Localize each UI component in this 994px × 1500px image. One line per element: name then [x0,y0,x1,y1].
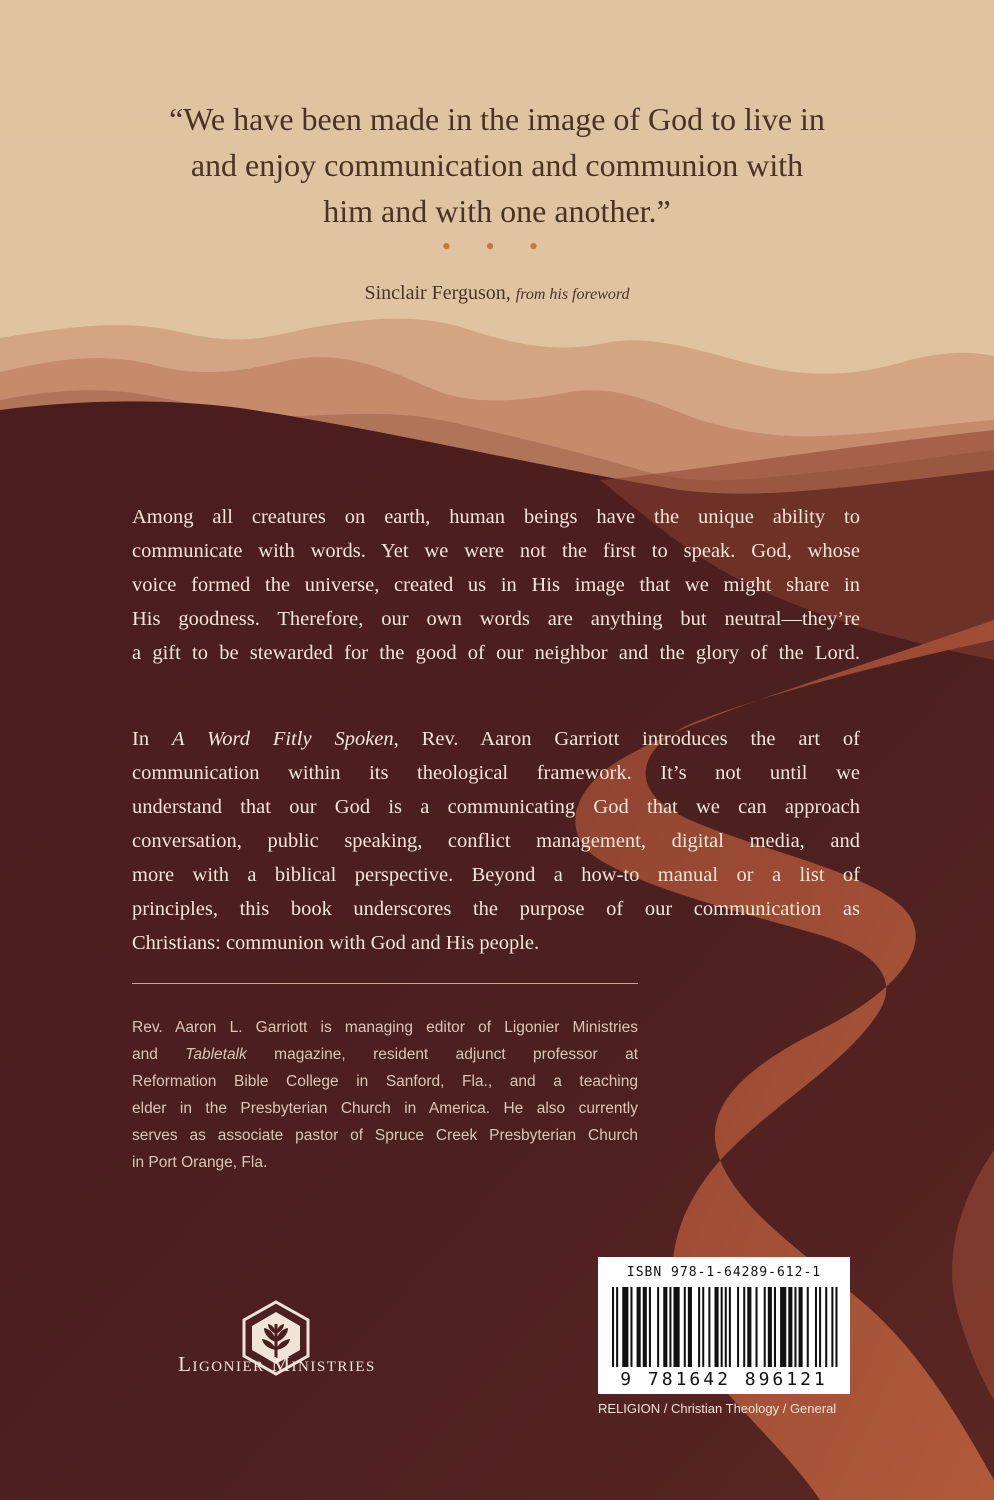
barcode-bar [807,1287,809,1367]
isbn-barcode [598,1257,850,1394]
isbn-digits: 9 781642 896121 [620,1369,828,1390]
barcode-bar [616,1287,618,1367]
barcode-bar [799,1287,803,1367]
barcode-bar [725,1287,727,1367]
barcode-bar [698,1287,700,1367]
bio-line: elder in the Presbyterian Church in America. He also currently [132,1100,638,1117]
barcode-bar [737,1287,739,1367]
bio-line: serves as associate pastor of Spruce Creek Presbyterian Church [132,1127,638,1144]
bio-prefix: and [132,1046,186,1063]
description-line: His goodness. Therefore, our own words are anything but neutral—they’re [132,608,860,630]
bio-line-2 [132,1041,638,1068]
barcode-bar [674,1287,680,1367]
divider-rule [132,983,638,984]
bio-suffix: magazine, resident adjunct professor at [246,1046,638,1063]
barcode-bar [622,1287,628,1367]
description-line: voice formed the universe, created us in His image that we might share in [132,574,860,596]
barcode-bar [768,1287,772,1367]
quote-line: “We have been made in the image of God to live in [169,101,825,137]
barcode-bar [819,1287,821,1367]
description-line: communicate with words. Yet we were not the first to speak. God, whose [132,540,860,562]
barcode-bar [729,1287,731,1367]
description-line: understand that our God is a communicating God that we can approach [132,796,860,818]
quote-line: him and with one another.” [323,193,671,229]
description-line: communication within its theological framework. It’s not until we [132,762,860,784]
bio-line: Reformation Bible College in Sanford, Fla., and a teaching [132,1073,638,1090]
barcode-bar [649,1287,651,1367]
quote-line: and enjoy communication and communion with [190,147,804,183]
barcode-bar [774,1287,776,1367]
isbn-label: ISBN 978-1-64289-612-1 [626,1265,822,1280]
barcode-bar [788,1287,792,1367]
bisac-category: RELIGION / Christian Theology / General [598,1401,837,1416]
barcode-bar [663,1287,667,1367]
barcode-bar [637,1287,641,1367]
quote-source: from his foreword [515,286,630,303]
barcode-bar [835,1287,837,1367]
barcode-bar [756,1287,758,1367]
description-line: a gift to be stewarded for the good of our neighbor and the glory of the Lord. [132,642,860,664]
description-prefix: In [132,728,172,750]
barcode-bar [702,1287,704,1367]
author-bio [132,1014,638,1176]
description-line: Among all creatures on earth, human beings have the unique ability to [132,506,860,528]
quote-attribution [0,282,994,305]
book-title: A Word Fitly Spoken [171,728,394,750]
bio-line: in Port Orange, Fla. [132,1154,268,1171]
ornament-dots: • • • [441,232,553,261]
barcode-bar [815,1287,817,1367]
description-line: principles, this book underscores the purpose of our communication as [132,898,860,920]
bio-line: Rev. Aaron L. Garriott is managing editor of Ligonier Ministries [132,1019,638,1036]
barcode-bar [688,1287,692,1367]
description-paragraph-1 [132,500,860,670]
publisher-name: Ligonier Ministries [178,1352,376,1376]
barcode-bar [630,1287,632,1367]
barcode-bar [764,1287,766,1367]
barcode-bar [831,1287,833,1367]
description-line: more with a biblical perspective. Beyond a how-to manual or a list of [132,864,860,886]
description-paragraph-2 [132,722,860,960]
barcode-bar [643,1287,647,1367]
quote-author: Sinclair Ferguson, [364,282,511,304]
pull-quote [120,96,874,234]
description-suffix: , Rev. Aaron Garriott introduces the art of [393,728,860,750]
description-line-first [132,722,860,756]
barcode-bar [708,1287,710,1367]
barcode-bar [794,1287,796,1367]
barcode-bar [669,1287,671,1367]
barcode-bar [657,1287,659,1367]
barcode-bar [825,1287,827,1367]
barcode-bar [780,1287,786,1367]
barcode-bar [612,1287,614,1367]
barcode-bar [715,1287,719,1367]
barcode-bars [608,1287,840,1371]
barcode-bar [684,1287,686,1367]
barcode-bar [721,1287,723,1367]
barcode-bar [747,1287,751,1367]
barcode-bar [743,1287,745,1367]
description-line: conversation, public speaking, conflict management, digital media, and [132,830,860,852]
magazine-title: Tabletalk [185,1046,247,1063]
description-line: Christians: communion with God and His people. [132,932,540,954]
